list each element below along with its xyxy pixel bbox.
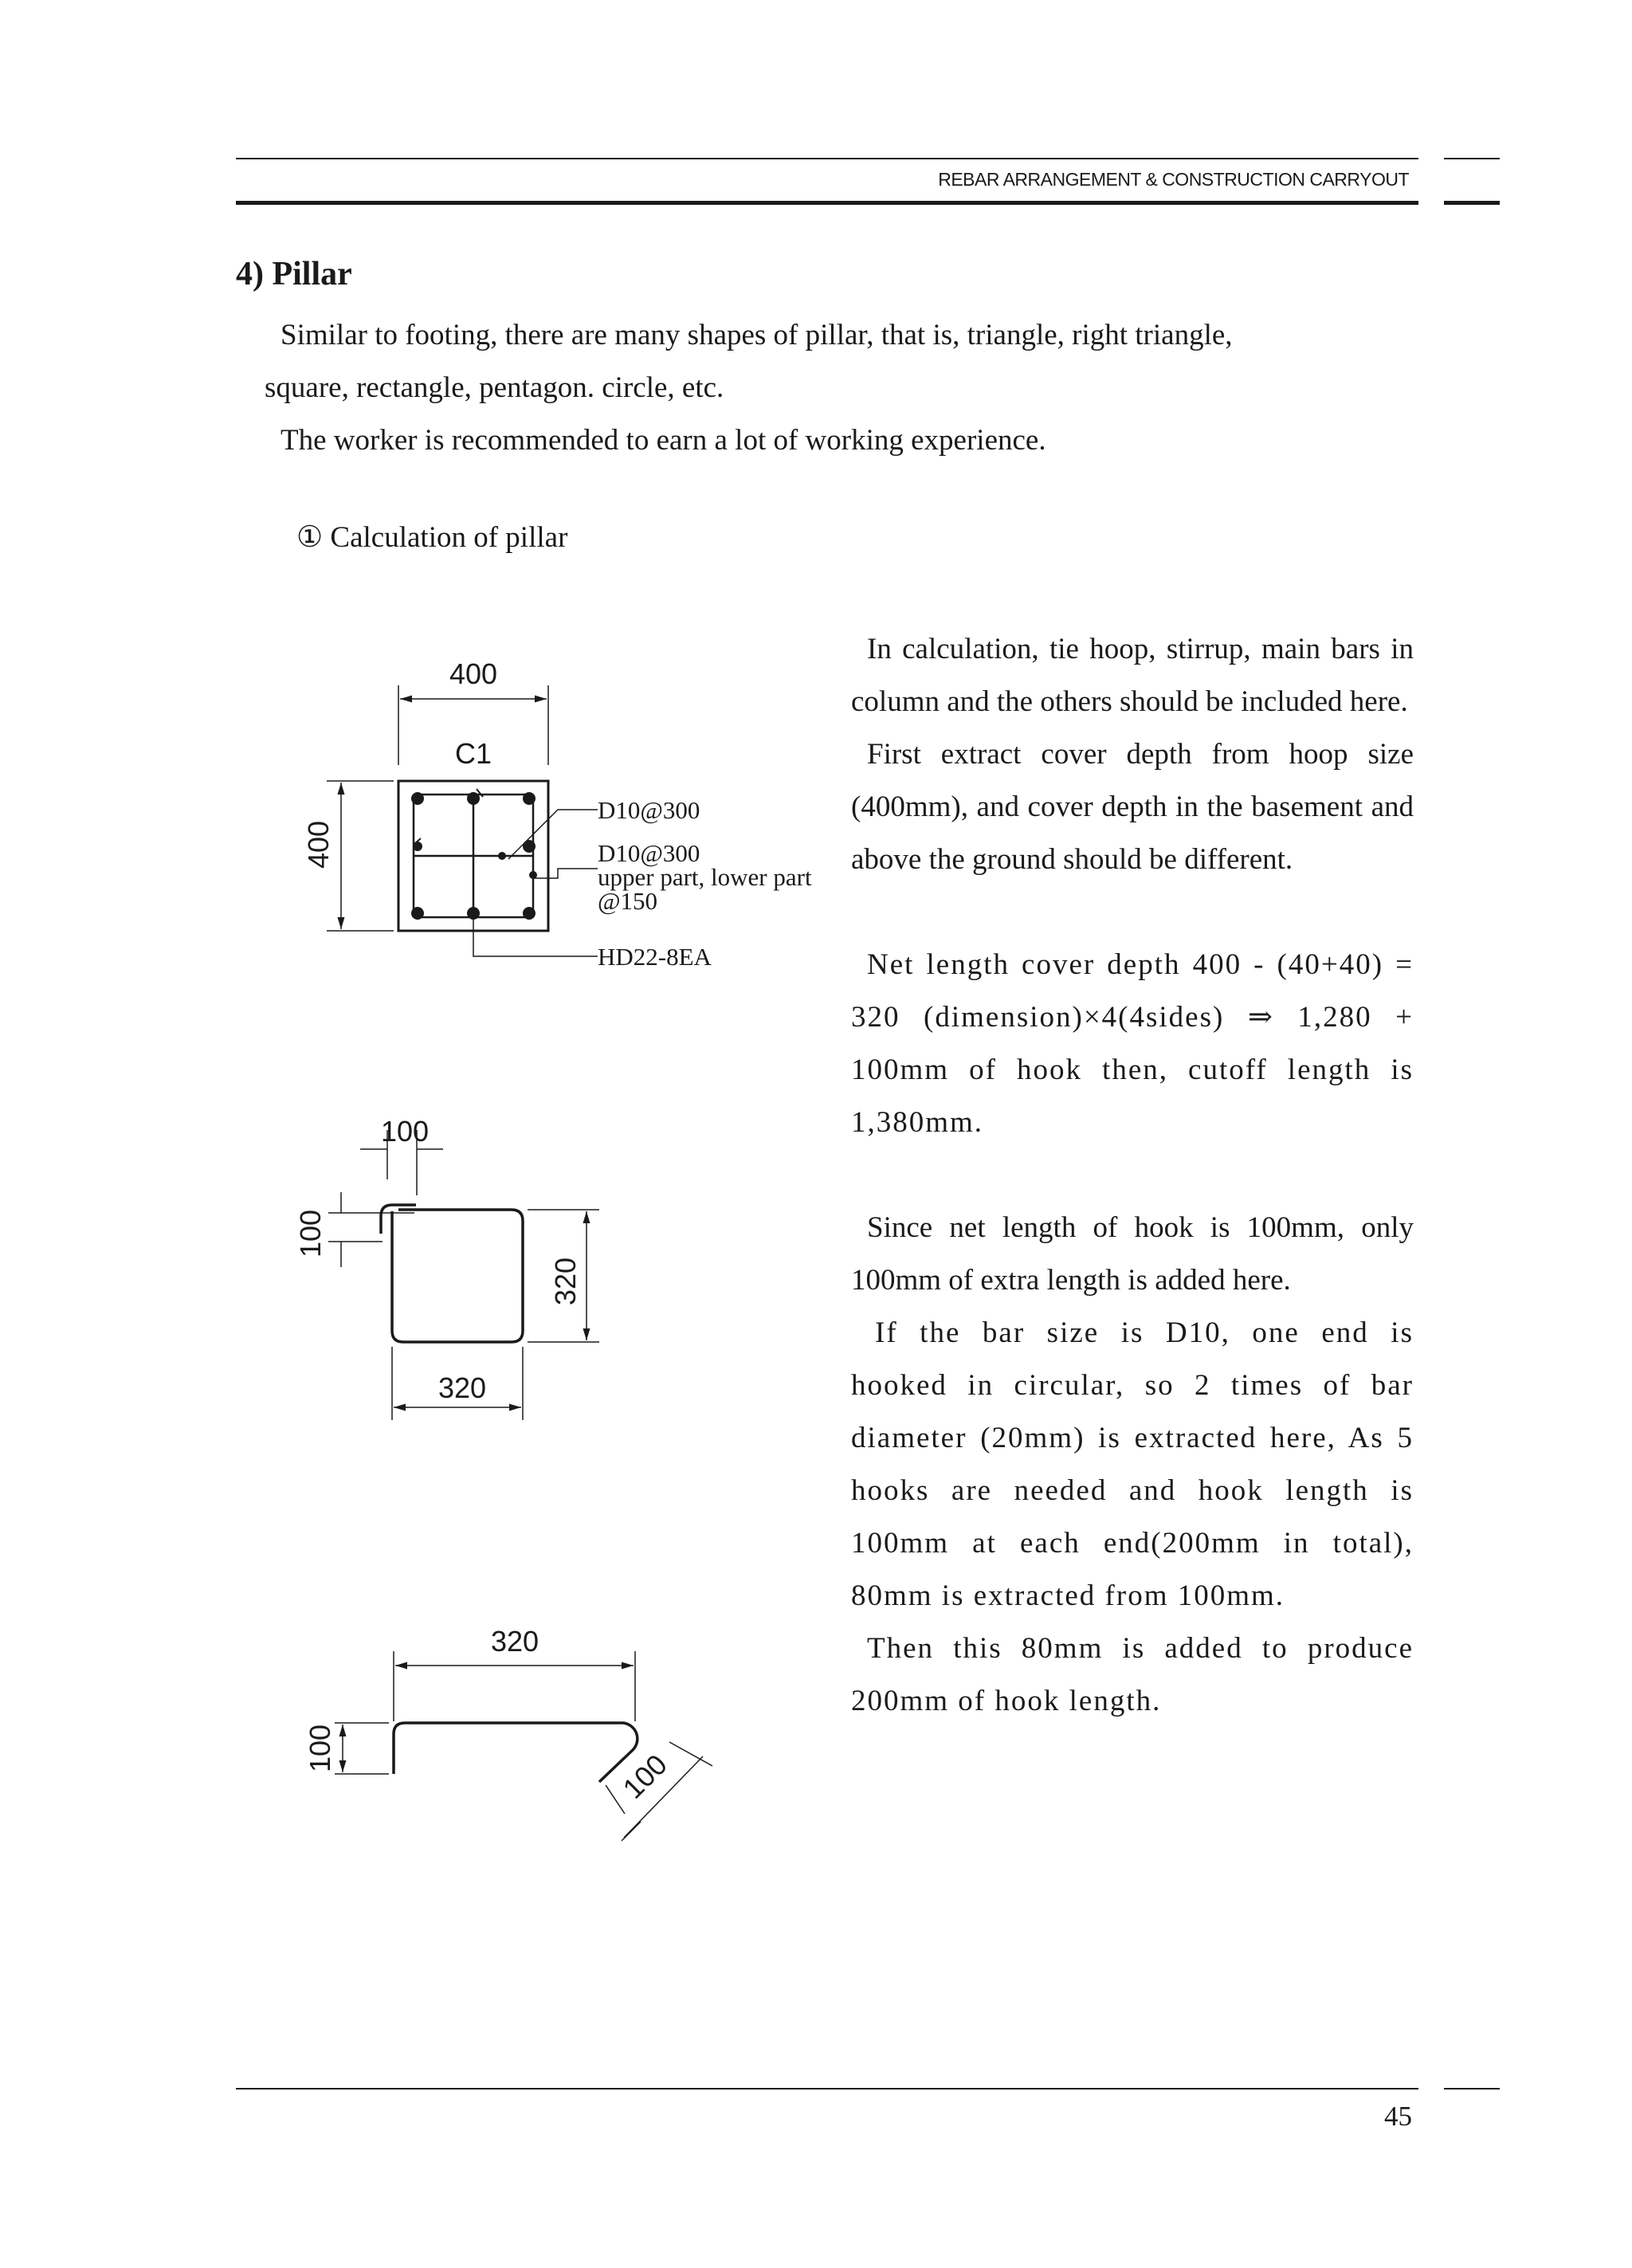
page-number: 45: [1384, 2101, 1412, 2132]
stirrup-shape: [394, 1723, 638, 1782]
section-title: 4) Pillar: [236, 256, 352, 292]
callout-main-bars: HD22-8EA: [598, 943, 712, 971]
footer-rule-right: [1444, 2088, 1500, 2089]
intro-line-2: square, rectangle, pentagon. circle, etc.: [265, 371, 724, 404]
hoop-shape: [381, 1205, 523, 1342]
body-paragraph-6: Then this 80mm is added to produce 200mm of hook length.: [851, 1632, 1414, 1717]
subheading: ① Calculation of pillar: [296, 521, 568, 554]
hook-left-leg-label: 100: [304, 1724, 336, 1773]
hook-figure: [335, 1651, 712, 1841]
callout-hoop-spacing: D10@300: [598, 796, 700, 824]
column-height-label: 400: [302, 820, 335, 869]
intro-line-1: Similar to footing, there are many shapes of pillar, that is, triangle, right triangle,: [280, 319, 1233, 351]
column-width-label: 400: [449, 657, 498, 690]
column-id-label: C1: [454, 737, 492, 770]
hook-length-label: 320: [490, 1625, 539, 1658]
callout-tie-note-spacing: @150: [598, 887, 658, 915]
hook-height-label: 100: [294, 1209, 327, 1258]
body-paragraph-3: Net length cover depth 400 - (40+40) = 320 (dimension)×4(4sides) ⇒ 1,280 + 100mm of hook then, cutoff length is 1,380mm.: [851, 948, 1414, 1139]
column-section-figure: [327, 685, 598, 956]
hook-width-label: 100: [380, 1115, 430, 1148]
hook-angled-leg-label: 100: [616, 1748, 673, 1805]
body-paragraph-4: Since net length of hook is 100mm, only 100mm of extra length is added here.: [851, 1211, 1414, 1297]
callout-tie-spacing: D10@300: [598, 839, 700, 867]
body-paragraph-1: In calculation, tie hoop, stirrup, main bars in column and the others should be included here.: [851, 633, 1414, 718]
hoop-side-label: 320: [549, 1257, 582, 1306]
body-paragraph-5: If the bar size is D10, one end is hooked in circular, so 2 times of bar diameter (20mm) is extracted here, As 5 hooks are needed and hook length is 100mm at each end(200mm in total), 80mm is extracted from 100mm.: [851, 1316, 1414, 1612]
hoop-bottom-label: 320: [437, 1371, 487, 1404]
body-paragraph-2: First extract cover depth from hoop size (400mm), and cover depth in the basement and above the ground should be different.: [851, 738, 1414, 876]
running-header: REBAR ARRANGEMENT & CONSTRUCTION CARRYOUT: [938, 169, 1409, 190]
intro-line-3: The worker is recommended to earn a lot of working experience.: [280, 424, 1046, 457]
callout-tie-note: upper part, lower part: [598, 863, 812, 891]
footer-rule: [236, 2088, 1418, 2089]
